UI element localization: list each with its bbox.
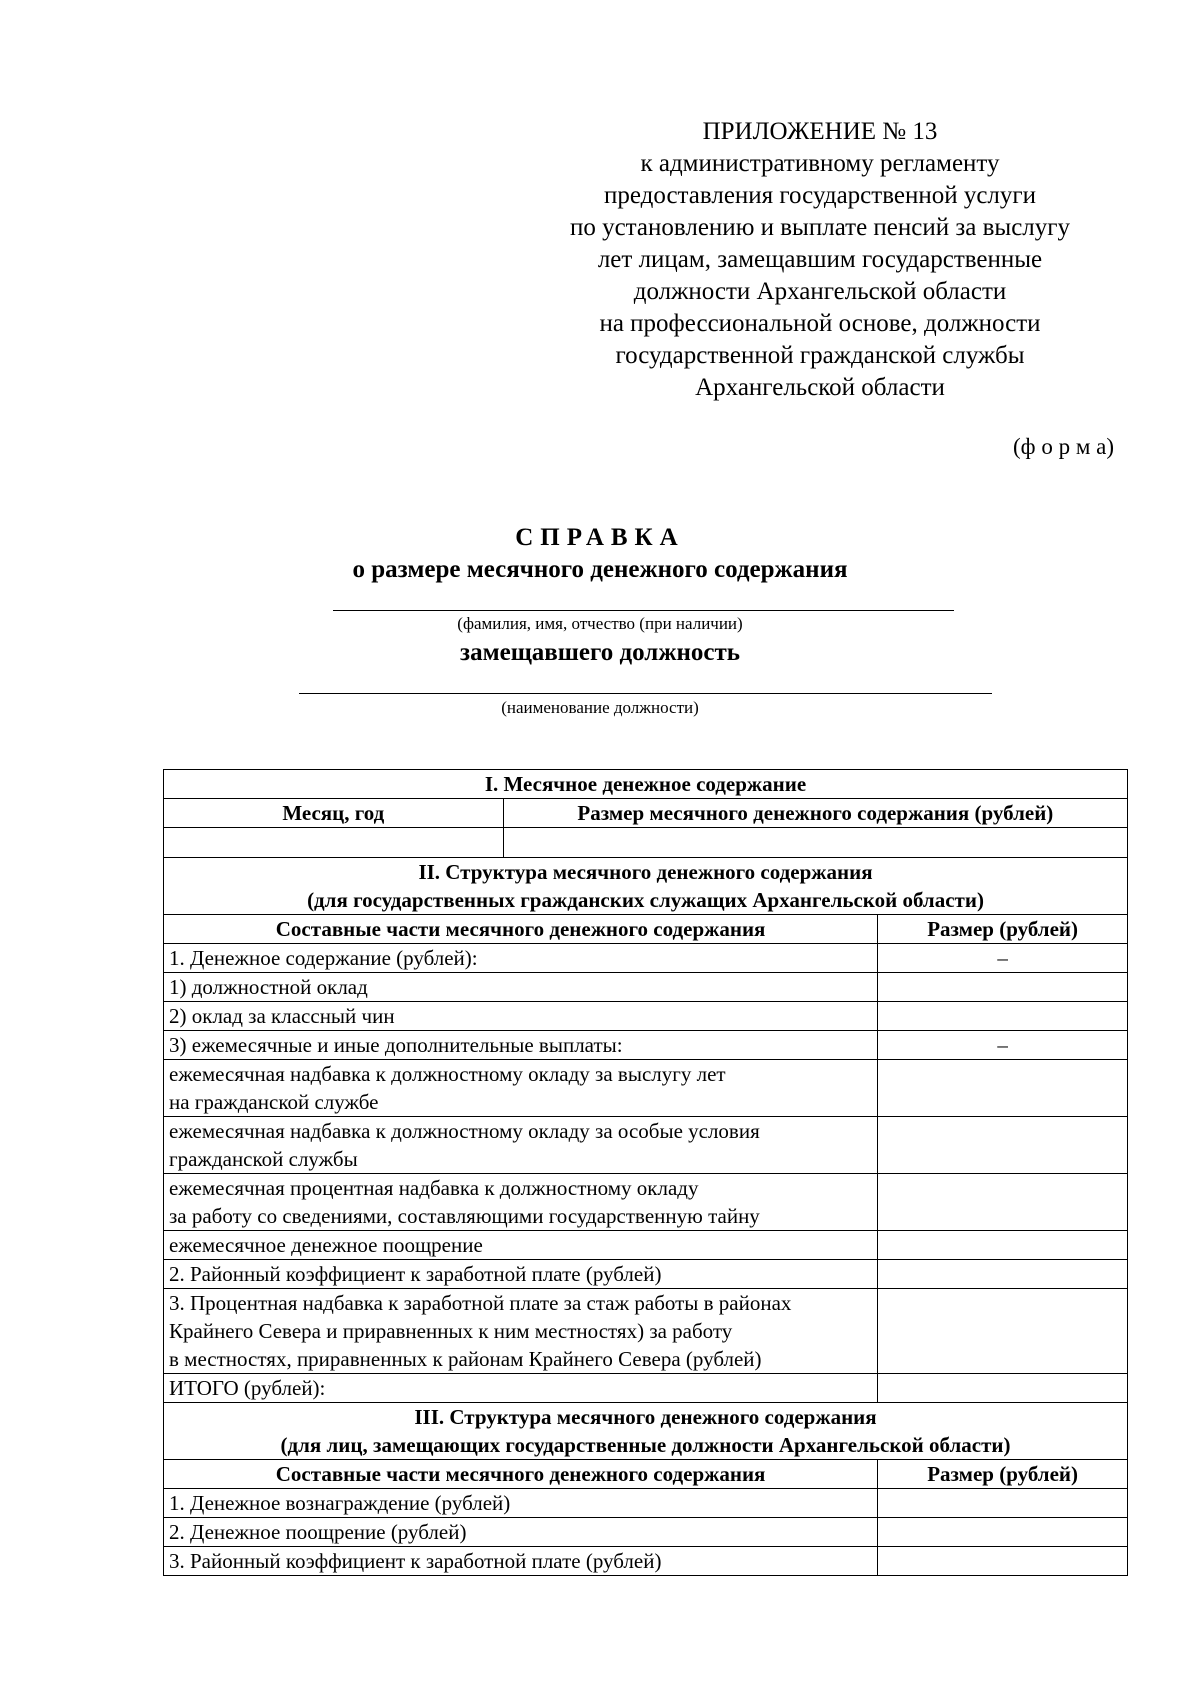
row-value[interactable] [878, 1174, 1128, 1231]
section3-title-line: (для лиц, замещающих государственные должности Архангельской области) [280, 1433, 1011, 1457]
section1-title-row [164, 770, 1128, 799]
section2-col-parts: Составные части месячного денежного содержания [164, 915, 878, 944]
table-row [164, 1231, 1128, 1260]
row-label: 1) должностной оклад [164, 973, 878, 1002]
row-label-line: ежемесячная надбавка к должностному окладу за особые условия [169, 1119, 760, 1143]
appendix-line: предоставления государственной услуги [603, 182, 1037, 209]
position-subtitle: замещавшего должность [460, 639, 740, 666]
row-value[interactable] [878, 1489, 1128, 1518]
month-year-cell[interactable] [164, 828, 504, 858]
table-row [164, 1289, 1128, 1374]
table-row [164, 1060, 1128, 1117]
table-row [164, 1547, 1128, 1576]
table-row [164, 1002, 1128, 1031]
row-label: 3. Районный коэффициент к заработной плате (рублей) [164, 1547, 878, 1576]
table-row [164, 1117, 1128, 1174]
salary-table [163, 769, 1128, 1576]
form-label: (ф о р м а) [1013, 434, 1114, 459]
section2-title [164, 858, 1128, 915]
appendix-line: должности Архангельской области [633, 278, 1007, 305]
table-row [164, 1174, 1128, 1231]
appendix-line: Архангельской области [695, 374, 945, 401]
row-label-line: ежемесячная надбавка к должностному окладу за выслугу лет [169, 1062, 726, 1086]
section1-header-row [164, 799, 1128, 828]
row-value[interactable] [878, 1060, 1128, 1117]
document-subtitle: о размере месячного денежного содержания [352, 556, 848, 583]
position-caption: (наименование должности) [501, 698, 699, 717]
section3-title [164, 1403, 1128, 1460]
section1-data-row [164, 828, 1128, 858]
monthly-amount-cell[interactable] [503, 828, 1127, 858]
row-value[interactable] [878, 1289, 1128, 1374]
row-value[interactable] [878, 1547, 1128, 1576]
section2-title-row [164, 858, 1128, 915]
section3-title-row [164, 1403, 1128, 1460]
row-value[interactable] [878, 1117, 1128, 1174]
row-label: 2. Районный коэффициент к заработной плате (рублей) [164, 1260, 878, 1289]
section2-title-line: II. Структура месячного денежного содержания [418, 860, 873, 884]
section1-title: I. Месячное денежное содержание [164, 770, 1128, 799]
row-label-line: Крайнего Севера и приравненных к ним местностях) за работу [169, 1319, 733, 1343]
section3-header-row [164, 1460, 1128, 1489]
row-label [164, 1060, 878, 1117]
row-value[interactable] [878, 973, 1128, 1002]
section1-col-amount: Размер месячного денежного содержания (рублей) [503, 799, 1127, 828]
row-label: 1. Денежное содержание (рублей): [164, 944, 878, 973]
appendix-line: ПРИЛОЖЕНИЕ № 13 [702, 118, 938, 145]
appendix-line: по установлению и выплате пенсий за выслугу [569, 214, 1071, 241]
row-label [164, 1289, 878, 1374]
section2-header-row [164, 915, 1128, 944]
row-label: 3) ежемесячные и иные дополнительные выплаты: [164, 1031, 878, 1060]
table-row [164, 1031, 1128, 1060]
document-title: СПРАВКА [515, 524, 685, 551]
row-label-line: 3. Процентная надбавка к заработной плате за стаж работы в районах [169, 1291, 792, 1315]
section3-title-line: III. Структура месячного денежного содержания [414, 1405, 877, 1429]
row-label: 1. Денежное вознаграждение (рублей) [164, 1489, 878, 1518]
appendix-line: лет лицам, замещавшим государственные [597, 246, 1043, 273]
row-label-line: гражданской службы [169, 1147, 358, 1171]
table-row [164, 1489, 1128, 1518]
section3-col-size: Размер (рублей) [878, 1460, 1128, 1489]
position-fill-line[interactable] [299, 693, 992, 694]
appendix-line: на профессиональной основе, должности [599, 310, 1041, 337]
row-value[interactable] [878, 1374, 1128, 1403]
name-caption: (фамилия, имя, отчество (при наличии) [457, 614, 743, 633]
appendix-line: к административному регламенту [640, 150, 1000, 177]
appendix-header [540, 116, 1100, 404]
row-label [164, 1174, 878, 1231]
table-row [164, 1260, 1128, 1289]
table-row [164, 1518, 1128, 1547]
table-row [164, 944, 1128, 973]
row-label: 2) оклад за классный чин [164, 1002, 878, 1031]
section2-title-line: (для государственных гражданских служащих Архангельской области) [307, 888, 984, 912]
row-label-line: за работу со сведениями, составляющими государственную тайну [169, 1204, 760, 1228]
row-label-line: в местностях, приравненных к районам Крайнего Севера (рублей) [169, 1347, 762, 1371]
row-label-line: на гражданской службе [169, 1090, 379, 1114]
section2-col-size: Размер (рублей) [878, 915, 1128, 944]
row-value[interactable]: – [878, 944, 1128, 973]
row-value[interactable] [878, 1231, 1128, 1260]
row-label-line: ежемесячная процентная надбавка к должностному окладу [169, 1176, 699, 1200]
section3-col-parts: Составные части месячного денежного содержания [164, 1460, 878, 1489]
row-label [164, 1117, 878, 1174]
row-label: ИТОГО (рублей): [164, 1374, 878, 1403]
row-value[interactable] [878, 1518, 1128, 1547]
name-fill-line[interactable] [333, 610, 954, 611]
row-label: 2. Денежное поощрение (рублей) [164, 1518, 878, 1547]
row-label: ежемесячное денежное поощрение [164, 1231, 878, 1260]
row-value[interactable] [878, 1260, 1128, 1289]
section1-col-month: Месяц, год [164, 799, 504, 828]
table-row [164, 1374, 1128, 1403]
row-value[interactable]: – [878, 1031, 1128, 1060]
table-row [164, 973, 1128, 1002]
row-value[interactable] [878, 1002, 1128, 1031]
appendix-line: государственной гражданской службы [615, 342, 1025, 369]
